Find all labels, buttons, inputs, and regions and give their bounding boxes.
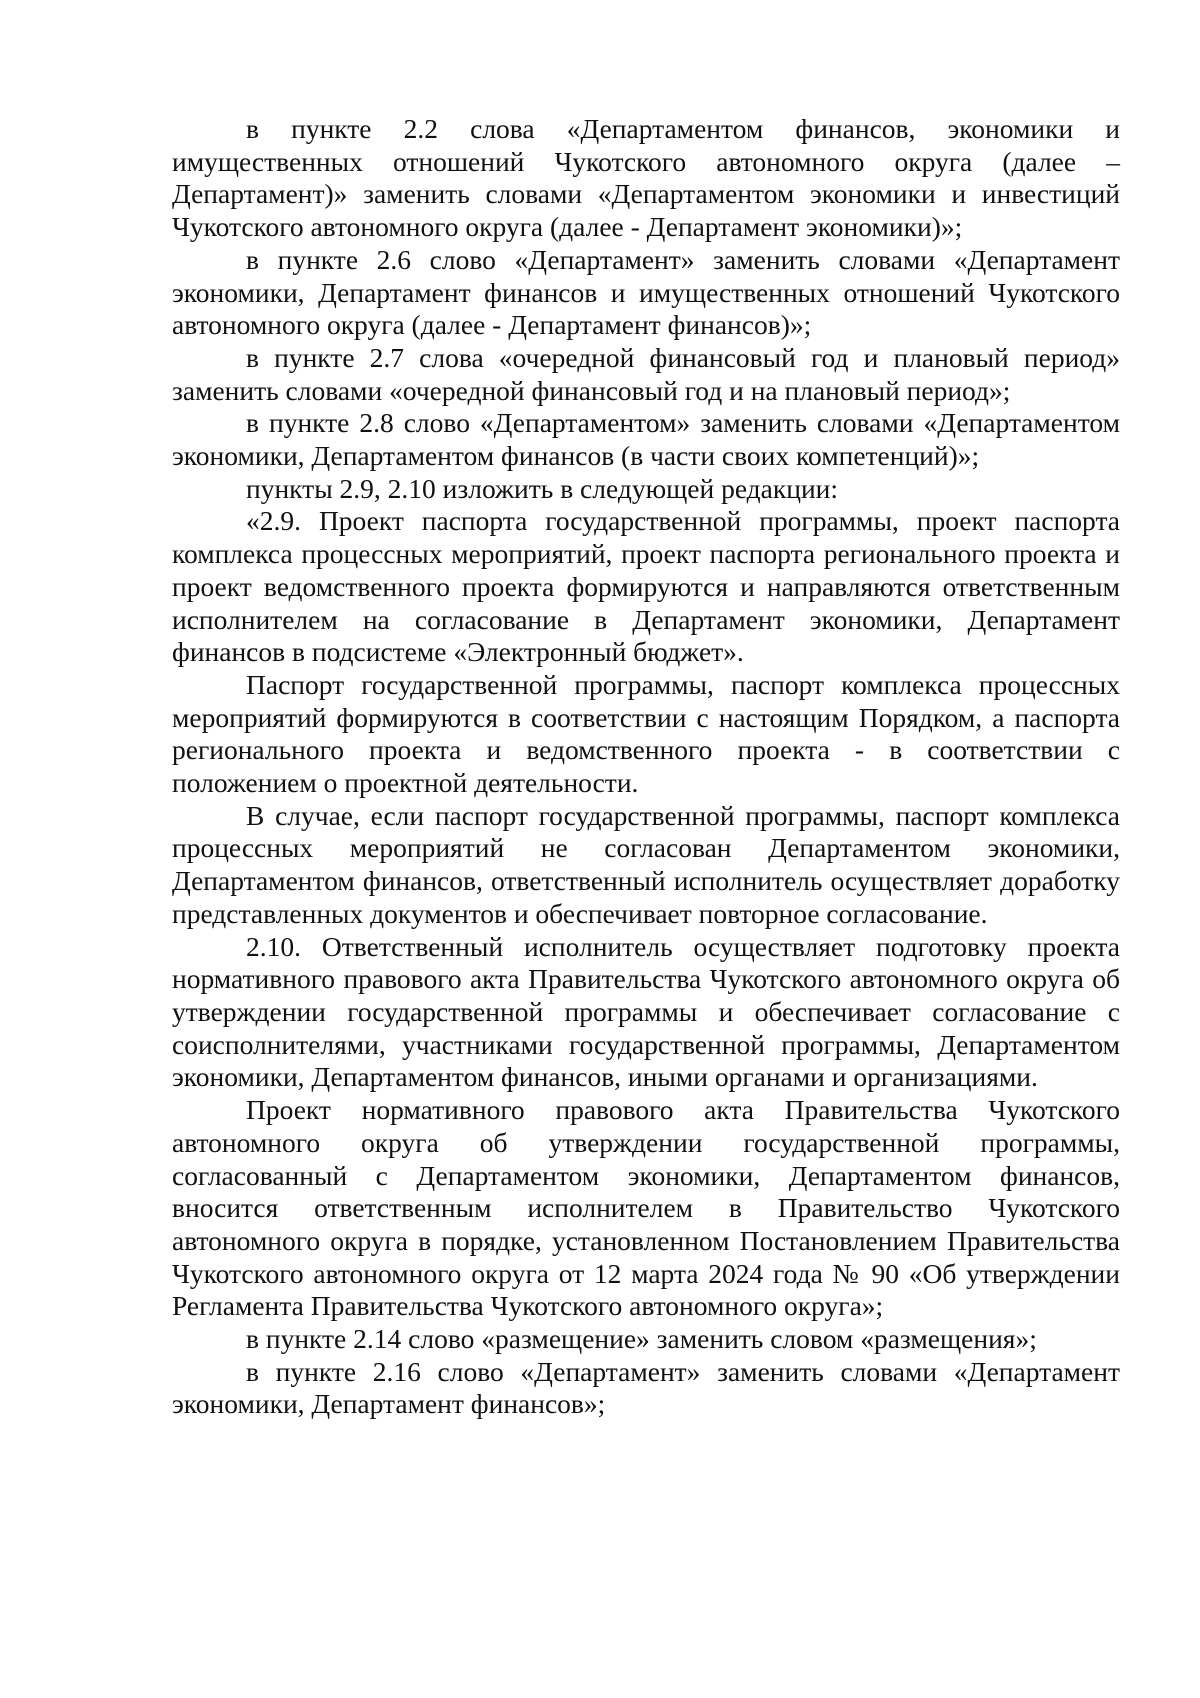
paragraph-passport-formation: Паспорт государственной программы, паспорт комплекса процессных мероприятий формируются в соответствии с настоящим Порядком, а паспорта регионального проекта и ведомственного проекта - в соответствии с положением о проектной деятельности. bbox=[172, 668, 1120, 799]
paragraph-not-approved-case: В случае, если паспорт государственной программы, паспорт комплекса процессных мероприятий не согласован Департаментом экономики, Департаментом финансов, ответственный исполнитель осуществляет доработку представленных документов и обеспечивает повторное согласование. bbox=[172, 799, 1120, 929]
paragraph-2-9-2-10-intro: пункты 2.9, 2.10 изложить в следующей редакции: bbox=[246, 472, 839, 504]
document-body bbox=[172, 113, 1120, 1421]
paragraph-2-8-amendment: в пункте 2.8 слово «Департаментом» заменить словами «Департаментом экономики, Департаментом финансов (в части своих компетенций)»; bbox=[172, 407, 1120, 472]
paragraph-2-10-text: 2.10. Ответственный исполнитель осуществляет подготовку проекта нормативного правового акта Правительства Чукотского автономного округа об утверждении государственной программы и обеспечивает согласование с соисполнителями, участниками государственной программы, Департаментом экономики, Департаментом финансов, иными органами и организациями. bbox=[172, 930, 1120, 1093]
paragraph-2-2-amendment: в пункте 2.2 слова «Департаментом финансов, экономики и имущественных отношений Чукотского автономного округа (далее – Департамент)» заменить словами «Департаментом экономики и инвестиций Чукотского автономного округа (далее - Департамент экономики)»; bbox=[172, 113, 1120, 243]
paragraph-2-9-text: «2.9. Проект паспорта государственной программы, проект паспорта комплекса процессных мероприятий, проект паспорта регионального проекта и проект ведомственного проекта формируются и направляются ответственным исполнителем на согласование в Департамент экономики, Департамент финансов в подсистеме «Электронный бюджет». bbox=[172, 505, 1120, 668]
paragraph-2-16-amendment: в пункте 2.16 слово «Департамент» заменить словами «Департамент экономики, Департамент финансов»; bbox=[172, 1355, 1120, 1420]
paragraph-draft-act-submission: Проект нормативного правового акта Правительства Чукотского автономного округа об утверждении государственной программы, согласованный с Департаментом экономики, Департаментом финансов, вносится ответственным исполнителем в Правительство Чукотского автономного округа в порядке, установленном Постановлением Правительства Чукотского автономного округа от 12 марта 2024 года № 90 «Об утверждении Регламента Правительства Чукотского автономного округа»; bbox=[172, 1094, 1120, 1322]
paragraph-2-7-amendment: в пункте 2.7 слова «очередной финансовый год и плановый период» заменить словами «очередной финансовый год и на плановый период»; bbox=[172, 341, 1120, 406]
paragraph-2-6-amendment: в пункте 2.6 слово «Департамент» заменить словами «Департамент экономики, Департамент финансов и имущественных отношений Чукотского автономного округа (далее - Департамент финансов)»; bbox=[172, 243, 1120, 341]
paragraph-2-14-amendment: в пункте 2.14 слово «размещение» заменить словом «размещения»; bbox=[246, 1323, 1037, 1355]
